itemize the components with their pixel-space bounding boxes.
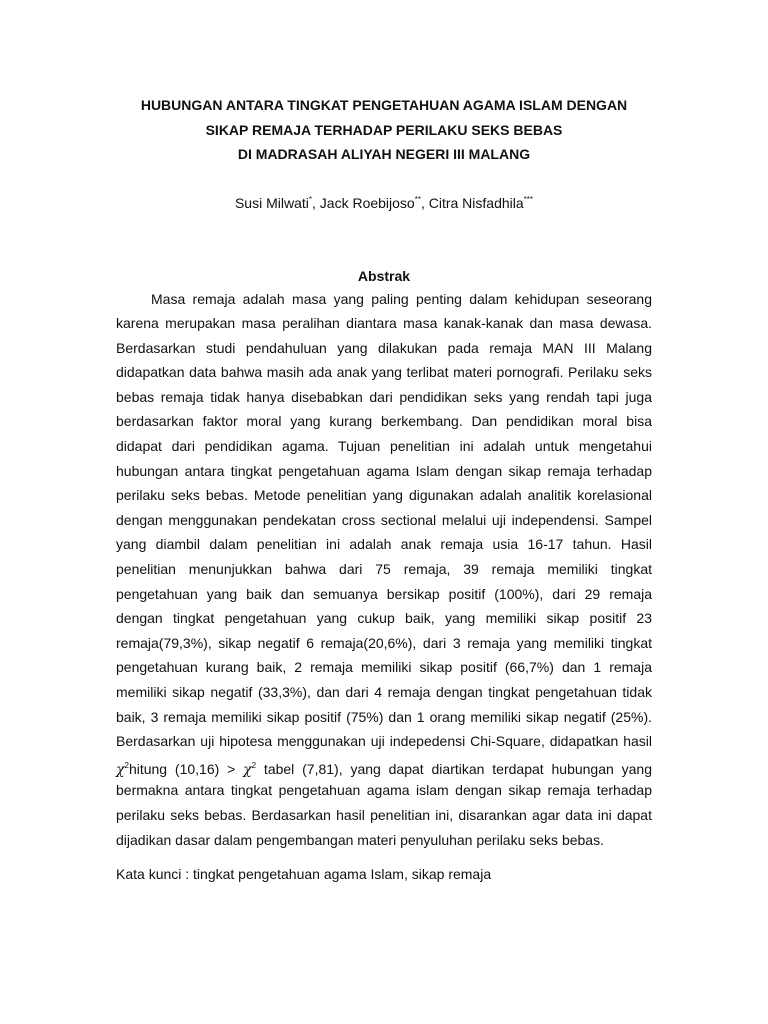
abstract-line: berdasarkan faktor moral yang kurang berkembang. Dan pendidikan moral bisa: [116, 413, 652, 430]
author-mark: *: [308, 194, 312, 204]
abstract-line: pengetahuan yang baik dan semuanya bersikap positif (100%), dari 29 remaja: [116, 585, 652, 602]
abstract-line: memiliki sikap negatif (33,3%), dan dari 4 remaja dengan tingkat pengetahuan tidak: [116, 684, 652, 700]
title-line: DI MADRASAH ALIYAH NEGERI III MALANG: [237, 146, 531, 162]
author-mark: **: [414, 194, 421, 204]
abstract-line: Masa remaja adalah masa yang paling penting dalam kehidupan seseorang: [151, 290, 652, 307]
author-mark: ***: [523, 194, 534, 204]
abstract-line: pengetahuan kurang baik, 2 remaja memiliki sikap positif (66,7%) dan 1 remaja: [116, 659, 652, 676]
abstract-line: hubungan antara tingkat pengetahuan agama Islam dengan sikap remaja terhadap: [116, 462, 652, 479]
abstract-line: Berdasarkan uji hipotesa menggunakan uji indepedensi Chi-Square, didapatkan hasil: [116, 733, 652, 750]
paper-title: [116, 93, 652, 167]
author-name: Susi Milwati: [234, 194, 309, 211]
abstract-line: bermakna antara tingkat pengetahuan agama islam dengan sikap remaja terhadap: [116, 782, 652, 799]
abstract-line: baik, 3 remaja memiliki sikap positif (75%) dan 1 orang memiliki sikap negatif (25%).: [116, 708, 652, 725]
author-name: Citra Nisfadhila: [428, 194, 524, 211]
abstract-heading: Abstrak: [357, 267, 411, 284]
chi-superscript: 2: [251, 760, 257, 770]
title-line: HUBUNGAN ANTARA TINGKAT PENGETAHUAN AGAMA ISLAM DENGAN: [140, 97, 628, 113]
abstract-line: didapat dari pendidikan agama. Tujuan penelitian ini adalah untuk mengetahui: [116, 438, 652, 455]
abstract-line: bebas remaja tidak hanya disebabkan dari pendidikan seks yang rendah tapi juga: [116, 388, 652, 405]
abstract-line: yang diambil dalam penelitian ini adalah anak remaja usia 16-17 tahun. Hasil: [116, 536, 652, 553]
chi-text: hitung (10,16) >: [128, 760, 244, 777]
keywords: Kata kunci : tingkat pengetahuan agama Islam, sikap remaja: [116, 866, 492, 883]
abstract-line: Berdasarkan studi pendahuluan yang dilakukan pada remaja MAN III Malang: [116, 339, 652, 356]
abstract-line: didapatkan data bahwa masih ada anak yang terlibat materi pornografi. Perilaku seks: [116, 364, 652, 381]
abstract-line: remaja(79,3%), sikap negatif 6 remaja(20,6%), dari 3 remaja yang memiliki tingkat: [116, 634, 652, 651]
abstract-line: dijadikan dasar dalam pengembangan materi penyuluhan perilaku seks bebas.: [116, 831, 604, 848]
abstract-line: dengan menggunakan pendekatan cross sectional melalui uji independensi. Sampel: [116, 511, 652, 528]
chi-symbol: χ: [116, 761, 125, 778]
abstract-body: [116, 287, 652, 853]
abstract-line: penelitian menunjukkan bahwa dari 75 remaja, 39 remaja memiliki tingkat: [116, 561, 652, 578]
chi-symbol: χ: [243, 761, 252, 778]
abstract-line: perilaku seks bebas. Metode penelitian yang digunakan adalah analitik korelasional: [116, 487, 652, 504]
abstract-line: dengan tingkat pengetahuan yang cukup baik, yang memiliki sikap positif 23: [116, 610, 652, 627]
abstract-line: perilaku seks bebas. Berdasarkan hasil penelitian ini, disarankan agar data ini dapat: [116, 806, 652, 823]
title-line: SIKAP REMAJA TERHADAP PERILAKU SEKS BEBAS: [205, 121, 563, 138]
chi-square-line: [116, 754, 652, 779]
chi-superscript: 2: [124, 760, 129, 770]
author-name: Jack Roebijoso: [319, 194, 415, 211]
author-list: Susi Milwati*, Jack Roebijoso**, Citra Nisfadhila***: [234, 194, 534, 211]
abstract-line: karena merupakan masa peralihan diantara masa kanak-kanak dan masa dewasa.: [116, 315, 652, 332]
chi-text: tabel (7,81), yang dapat diartikan terdapat hubungan yang: [256, 760, 652, 777]
